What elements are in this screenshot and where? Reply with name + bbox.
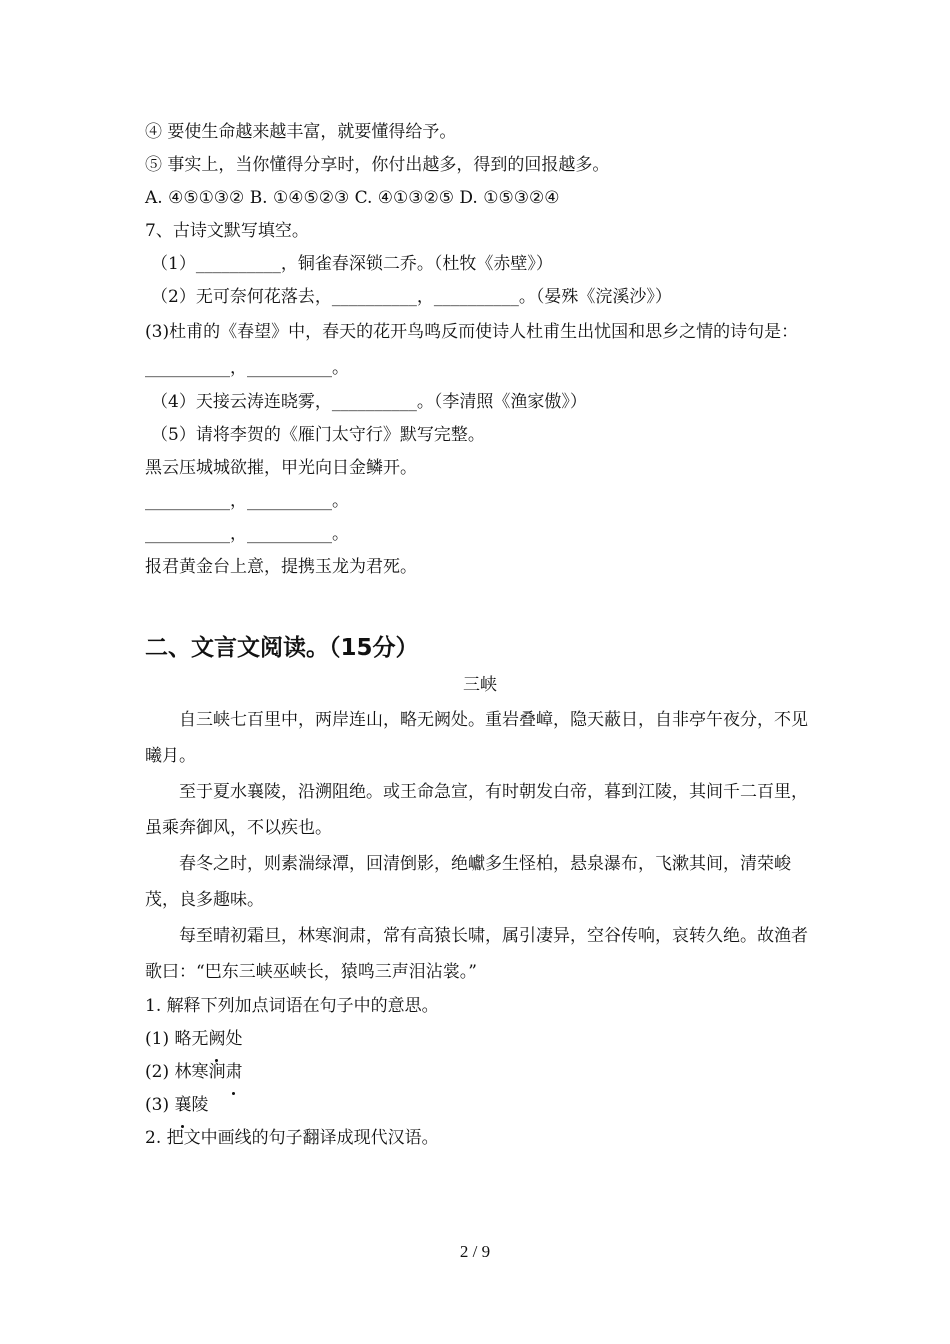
option-line-4: ④ 要使生命越来越丰富，就要懂得给予。 <box>145 122 457 142</box>
item-text: 处 <box>225 1029 243 1049</box>
q1-item-1 <box>145 1023 815 1056</box>
q7-item-4: （4）天接云涛连晓雾，__________。（李清照《渔家傲》） <box>151 392 587 412</box>
passage-paragraph: 春冬之时，则素湍绿潭，回清倒影，绝巘多生怪柏，悬泉瀑布，飞漱其间，清荣峻茂，良多趣味。 <box>145 854 791 910</box>
passage-paragraph: 自三峡七百里中，两岸连山，略无阙处。重岩叠嶂，隐天蔽日，自非亭午夜分，不见曦月。 <box>145 710 808 766</box>
poem-blank-line-1: __________，__________。 <box>145 491 349 511</box>
q7-item-1: （1）__________，铜雀春深锁二乔。（杜牧《赤壁》） <box>151 254 553 274</box>
option-line-5: ⑤ 事实上，当你懂得分享时，你付出越多，得到的回报越多。 <box>145 155 610 175</box>
item-text: 略无 <box>174 1029 209 1049</box>
q7-item-3: (3)杜甫的《春望》中，春天的花开鸟鸣反而使诗人杜甫生出忧国和思乡之情的诗句是：__________，__________。 <box>145 322 799 378</box>
item-number: (1) <box>145 1029 175 1049</box>
dotted-word: 襄 <box>174 1089 191 1122</box>
item-number: (2) <box>145 1062 175 1082</box>
poem-line-last: 报君黄金台上意，提携玉龙为君死。 <box>145 557 417 577</box>
poem-line-1: 黑云压城城欲摧，甲光向日金鳞开。 <box>145 458 417 478</box>
answer-choices: A. ④⑤①③② B. ①④⑤②③ C. ④①③②⑤ D. ①⑤③②④ <box>145 188 560 208</box>
item-text: 林寒涧 <box>174 1062 226 1082</box>
q1-item-3 <box>145 1089 815 1122</box>
section-heading: 二、文言文阅读。（15分） <box>145 635 419 661</box>
page-number: 2 / 9 <box>459 1242 491 1261</box>
dotted-word: 肃 <box>225 1056 242 1089</box>
passage-title: 三峡 <box>463 675 497 695</box>
document-page <box>145 116 815 1155</box>
q7-item-2: （2）无可奈何花落去，__________，__________。（晏殊《浣溪沙》） <box>151 287 672 307</box>
q7-item-5: （5）请将李贺的《雁门太守行》默写完整。 <box>151 425 485 445</box>
poem-blank-line-2: __________，__________。 <box>145 524 349 544</box>
q1-item-2 <box>145 1056 815 1089</box>
question-2-prompt: 2. 把文中画线的句子翻译成现代汉语。 <box>145 1128 439 1148</box>
item-number: (3) <box>145 1095 175 1115</box>
passage-paragraph: 至于夏水襄陵，沿溯阻绝。或王命急宣，有时朝发白帝，暮到江陵，其间千二百里，虽乘奔御风，不以疾也。 <box>145 782 808 838</box>
question-1-prompt: 1. 解释下列加点词语在句子中的意思。 <box>145 996 439 1016</box>
question-7-title: 7、古诗文默写填空。 <box>145 221 309 241</box>
passage-paragraph: 每至晴初霜旦，林寒涧肃，常有高猿长啸，属引凄异，空谷传响，哀转久绝。故渔者歌曰：“巴东三峡巫峡长，猿鸣三声泪沾裳。” <box>145 926 808 982</box>
item-text: 陵 <box>191 1095 209 1115</box>
dotted-word: 阙 <box>208 1023 225 1056</box>
